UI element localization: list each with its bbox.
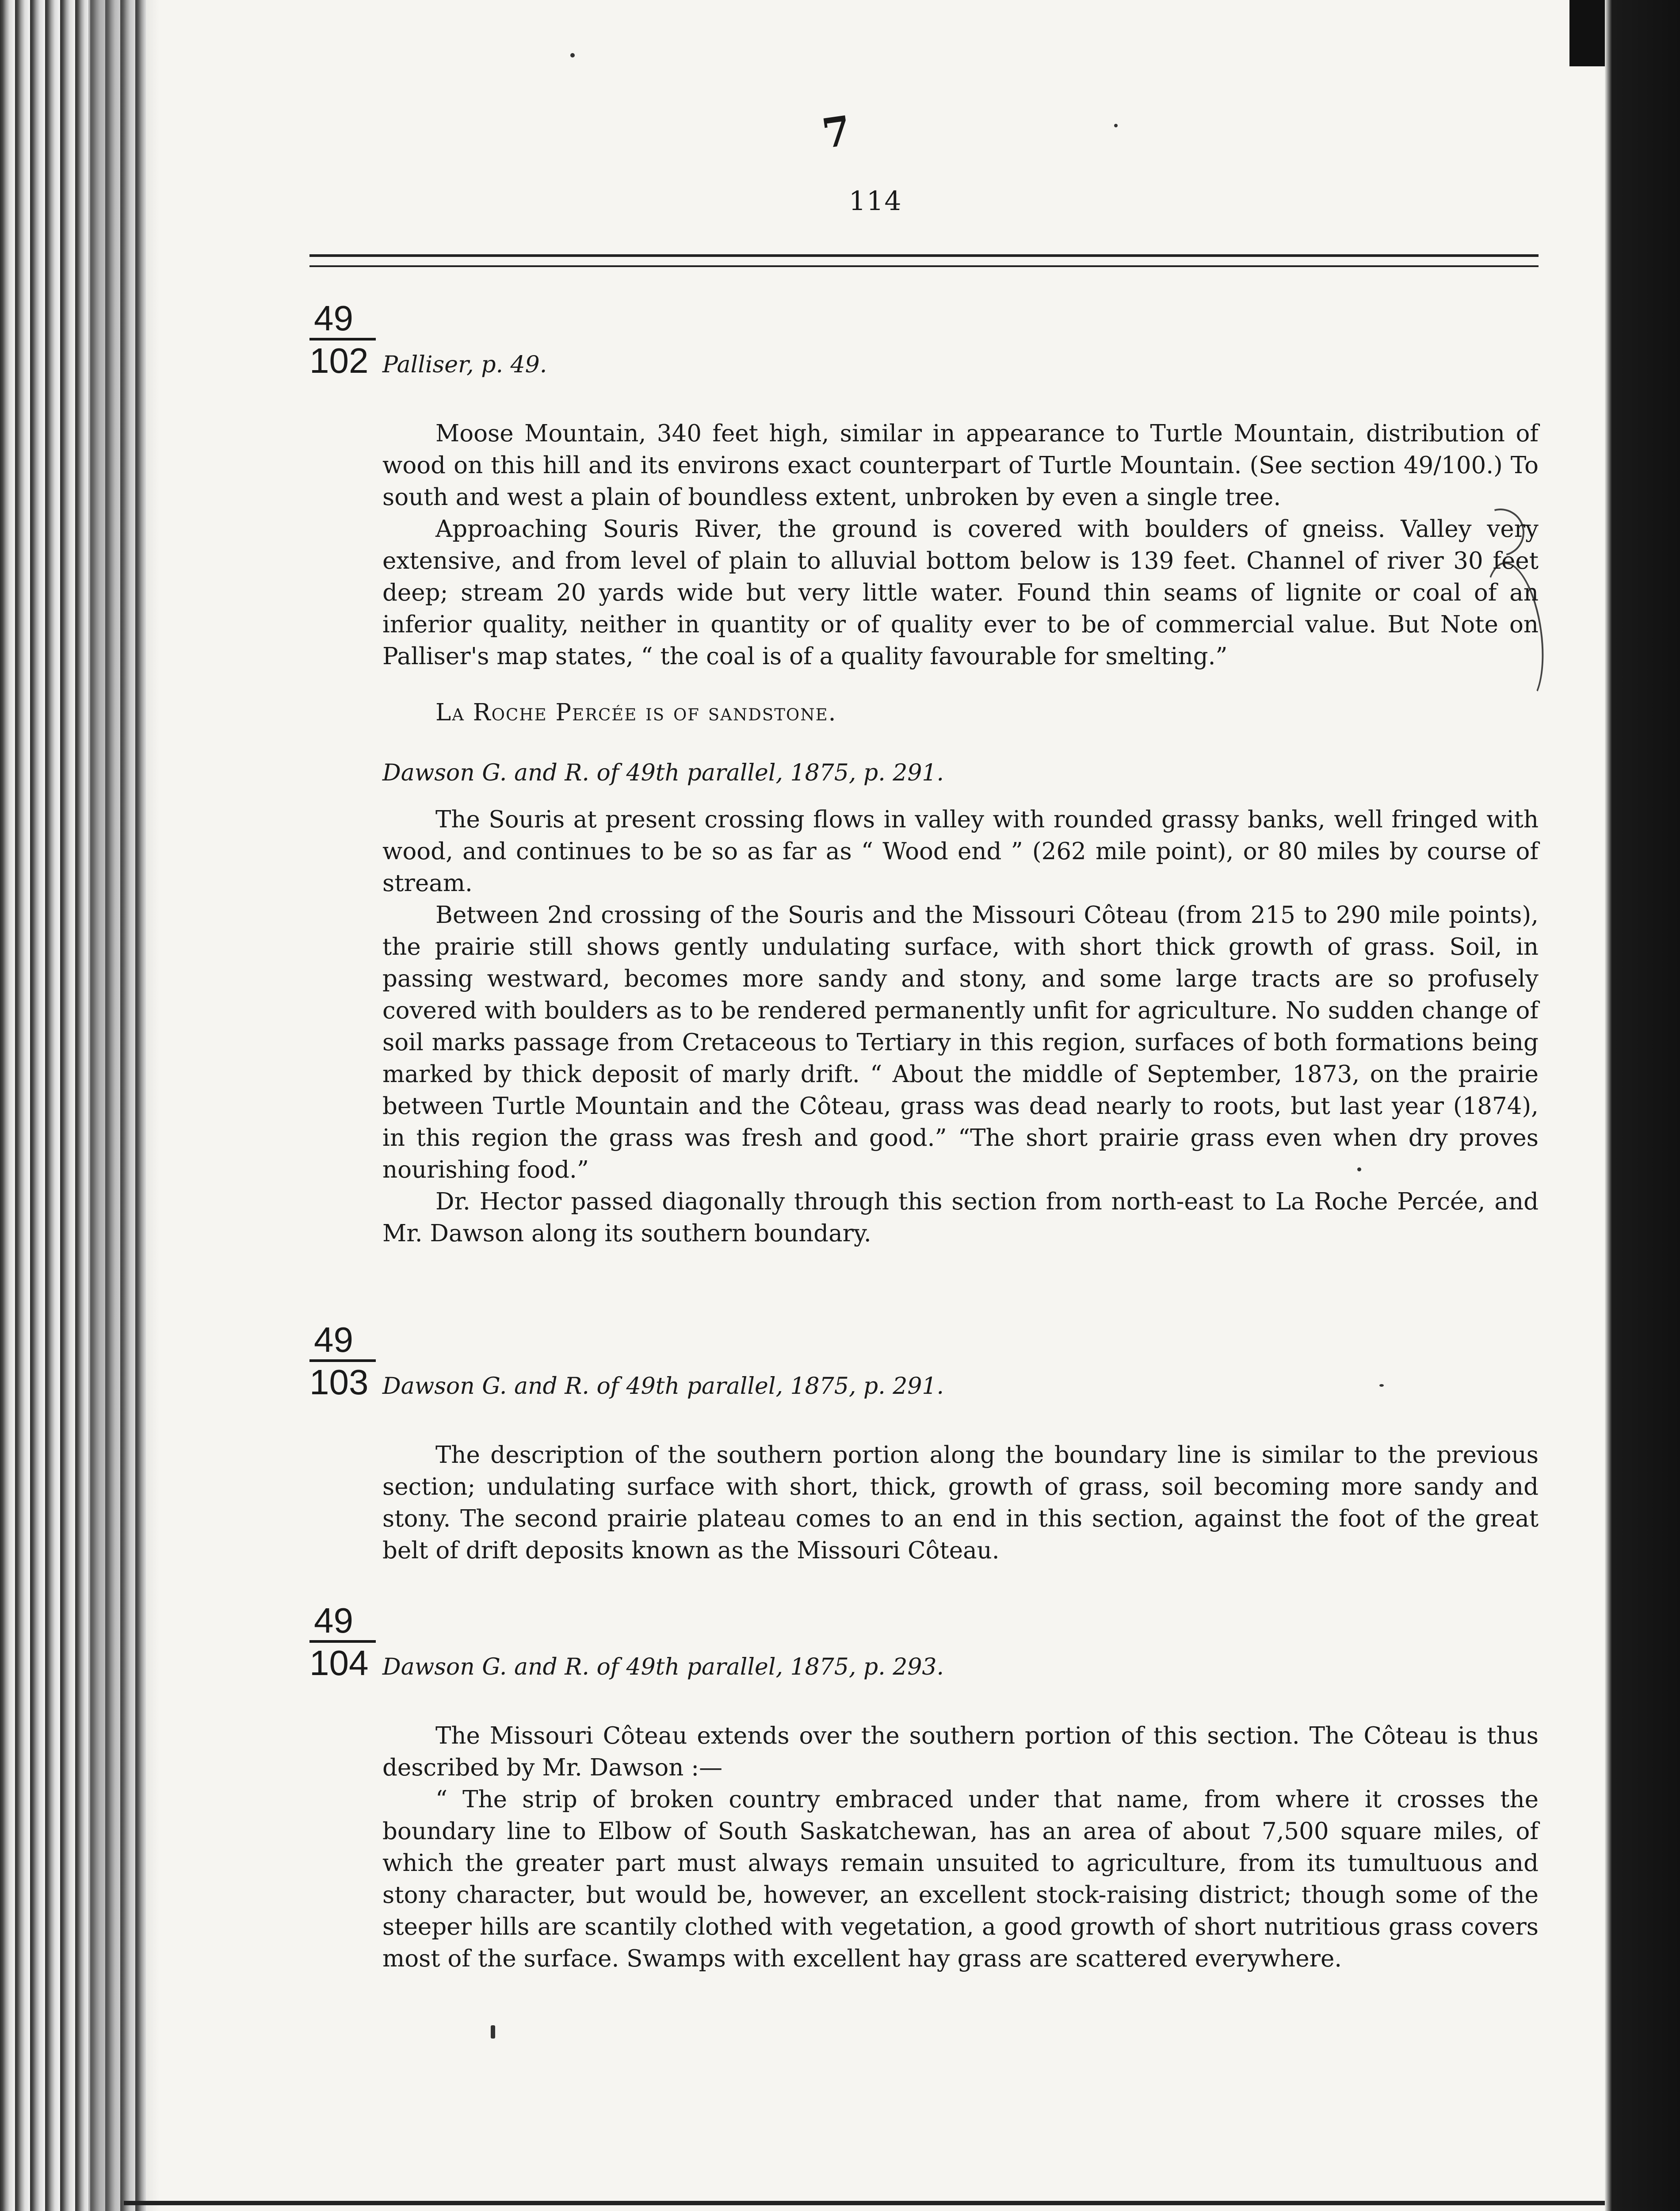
paragraph: The Souris at present crossing flows in valley with rounded grassy banks, well fringed with wood, and continues to be so as far as “ Wood end ” (262 mile point), or 80 miles by course of stream. (382, 806, 1539, 897)
section-102 (309, 298, 1539, 1250)
paragraph: Dr. Hector passed diagonally through this section from north-east to La Roche Percée, and Mr. Dawson along its southern boundary. (382, 1188, 1539, 1247)
right-scan-edge (1605, 0, 1680, 2211)
fraction-denominator: 104 (309, 1643, 369, 1683)
section-heading (309, 1322, 1539, 1413)
fraction-bar (309, 338, 376, 340)
fraction-bar (309, 1359, 376, 1362)
speck (570, 53, 575, 57)
left-edge-shadow (88, 0, 159, 2211)
header-rule (309, 254, 1539, 257)
section-heading (309, 1603, 1539, 1694)
bottom-edge-line (124, 2201, 1605, 2205)
speck (491, 2025, 495, 2039)
section-fraction (309, 1322, 376, 1400)
source-citation: Dawson G. and R. of 49th parallel, 1875, p. 293. (382, 1654, 944, 1680)
section-103 (309, 1322, 1539, 1567)
right-scan-edge-top (1569, 0, 1605, 66)
la-roche-note: La Roche Percée is of sandstone. (435, 699, 837, 726)
page-number: 114 (849, 186, 902, 217)
section-fraction (309, 298, 376, 380)
source-citation: Dawson G. and R. of 49th parallel, 1875, p. 291. (382, 760, 944, 786)
paragraph: The description of the southern portion along the boundary line is similar to the previous section; undulating surface with short, thick, growth of grass, soil becoming more sandy and stony. The second prairie plateau comes to an end in this section, against the foot of the great belt of drift deposits known as the Missouri Côteau. (382, 1442, 1539, 1564)
paragraph: Moose Mountain, 340 feet high, similar in appearance to Turtle Mountain, distribution of wood on this hill and its environs exact counterpart of Turtle Mountain. (See section 49/100.) To south and west a plain of boundless extent, unbroken by even a single tree. (382, 420, 1539, 511)
paragraph: “ The strip of broken country embraced under that name, from where it crosses the boundary line to Elbow of South Saskatchewan, has an area of about 7,500 square miles, of which the greater part must always remain unsuited to agriculture, from its tumultuous and stony character, but would be, however, an excellent stock-raising district; though some of the steeper hills are scantily clothed with vegetation, a good growth of short nutritious grass covers most of the surface. Swamps with excellent hay grass are scattered everywhere. (382, 1786, 1539, 1972)
speck (1114, 124, 1118, 127)
section-fraction (309, 1603, 376, 1681)
section-104 (309, 1603, 1539, 1975)
page-marker: 7 (819, 107, 854, 158)
paragraph: Between 2nd crossing of the Souris and the Missouri Côteau (from 215 to 290 mile points), the prairie still shows gently undulating surface, with short thick growth of grass. Soil, in passing westward, becomes more sandy and stony, and some large tracts are so profusely covered with boulders as to be rendered permanently unfit for agriculture. No sudden change of soil marks passage from Cretaceous to Tertiary in this region, surfaces of both formations being marked by thick deposit of marly drift. “ About the middle of September, 1873, on the prairie between Turtle Mountain and the Côteau, grass was dead nearly to roots, but last year (1874), in this region the grass was fresh and good.” “The short prairie grass even when dry proves nourishing food.” (382, 902, 1539, 1183)
fraction-numerator: 49 (314, 1320, 353, 1359)
paragraph: The Missouri Côteau extends over the southern portion of this section. The Côteau is thus described by Mr. Dawson :— (382, 1722, 1539, 1781)
fraction-numerator: 49 (314, 298, 353, 338)
header-rule-thin (309, 265, 1539, 267)
fraction-denominator: 102 (309, 341, 369, 380)
fraction-bar (309, 1640, 376, 1643)
source-citation: Dawson G. and R. of 49th parallel, 1875, p. 291. (382, 1373, 944, 1400)
section-heading (309, 298, 1539, 391)
source-citation: Palliser, p. 49. (382, 352, 547, 378)
paragraph: Approaching Souris River, the ground is covered with boulders of gneiss. Valley very extensive, and from level of plain to alluvial bottom below is 139 feet. Channel of river 30 feet deep; stream 20 yards wide but very little water. Found thin seams of lignite or coal of an inferior quality, neither in quantity or of quality ever to be of commercial value. But Note on Palliser's map states, “ the coal is of a quality favourable for smelting.” (382, 516, 1539, 670)
fraction-denominator: 103 (309, 1362, 369, 1402)
fraction-numerator: 49 (314, 1601, 353, 1640)
